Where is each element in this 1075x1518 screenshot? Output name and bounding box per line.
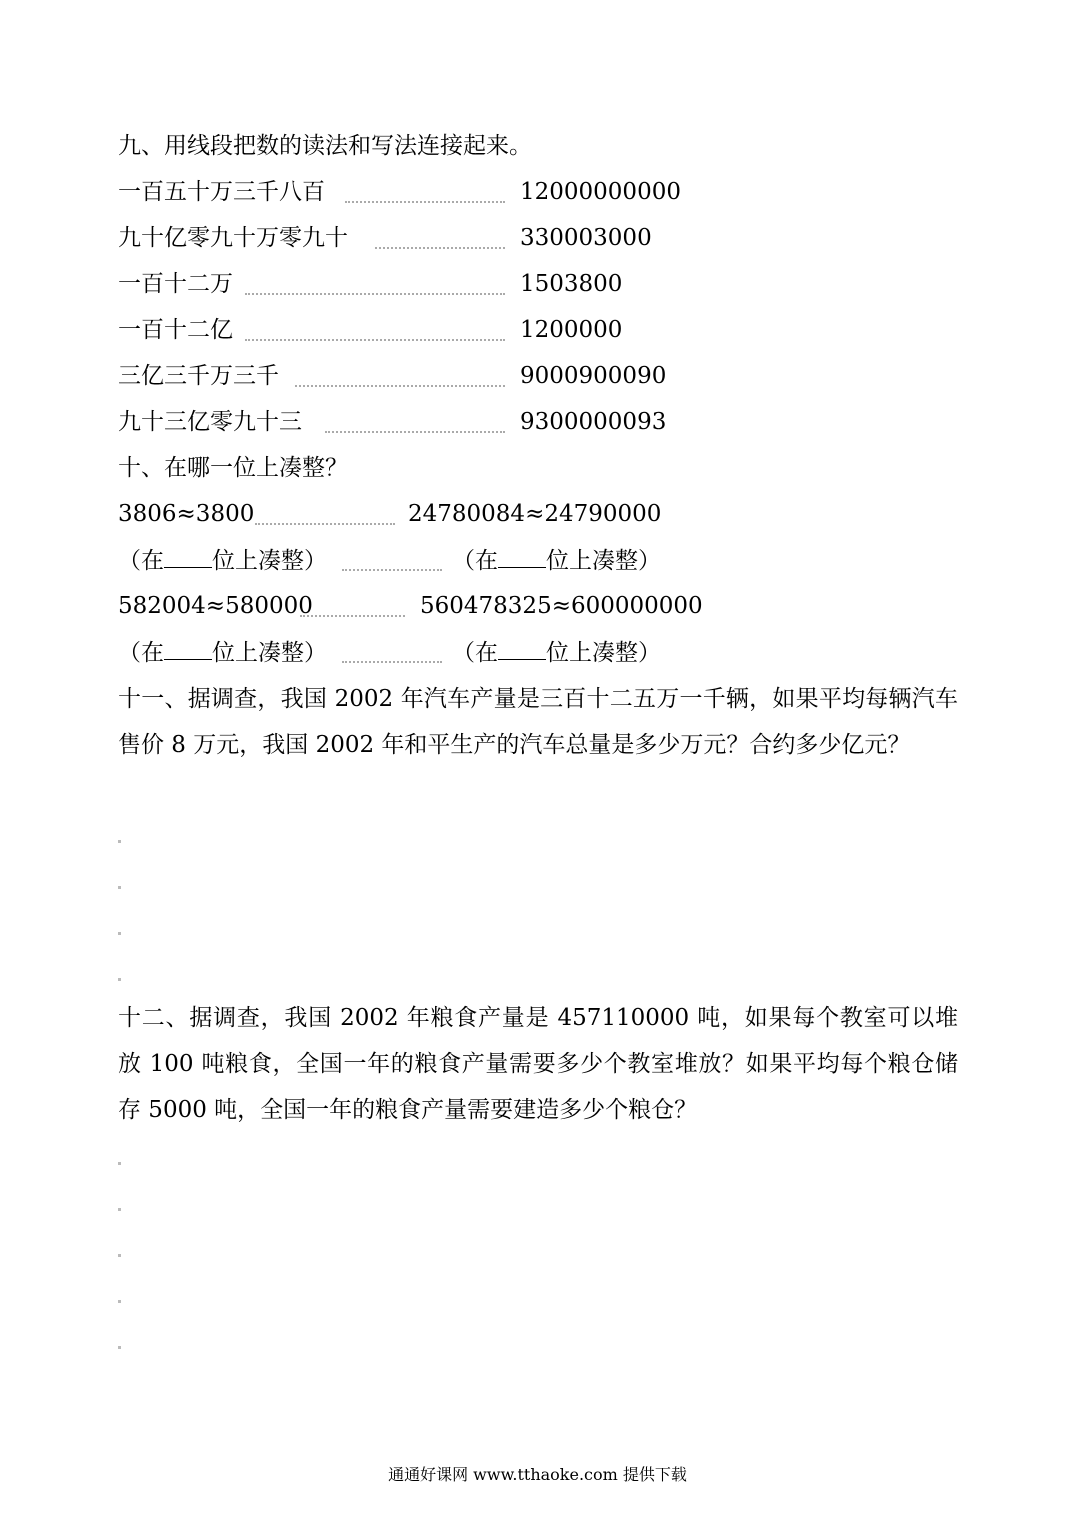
dotted-leader <box>375 245 505 249</box>
answer-blank[interactable] <box>164 637 212 660</box>
dotted-leader <box>345 199 505 203</box>
blank-line-marker <box>118 978 121 981</box>
rounding-right-1: 24780084≈24790000 <box>408 501 662 527</box>
section9-title: 九、用线段把数的读法和写法连接起来。 <box>118 133 532 159</box>
section11-question: 十一、据调查，我国 2002 年汽车产量是三百十二五万一千辆，如果平均每辆汽车售价 8 万元，我国 2002 年和平生产的汽车总量是多少万元？合约多少亿元？ <box>118 686 958 758</box>
word-4: 一百十二亿 <box>118 317 233 343</box>
blank-line-marker <box>118 1254 121 1257</box>
blank-line-marker <box>118 1346 121 1349</box>
answer-prefix: （在 <box>452 548 498 574</box>
dotted-leader <box>295 383 505 387</box>
answer-right-1 <box>452 545 661 576</box>
dotted-leader <box>342 659 442 663</box>
answer-blank[interactable] <box>164 545 212 568</box>
blank-line-marker <box>118 886 121 889</box>
dotted-leader <box>255 521 395 525</box>
answer-left-1 <box>118 545 327 576</box>
blank-line-marker <box>118 932 121 935</box>
rounding-right-2: 560478325≈600000000 <box>420 593 703 619</box>
number-1: 12000000000 <box>520 179 681 205</box>
word-2: 九十亿零九十万零九十 <box>118 225 348 251</box>
blank-line-marker <box>118 1162 121 1165</box>
number-3: 1503800 <box>520 271 623 297</box>
answer-suffix: 位上凑整） <box>546 548 661 574</box>
answer-suffix: 位上凑整） <box>546 640 661 666</box>
answer-prefix: （在 <box>118 548 164 574</box>
answer-right-2 <box>452 637 661 668</box>
answer-left-2 <box>118 637 327 668</box>
blank-line-marker <box>118 1208 121 1211</box>
dotted-leader <box>342 567 442 571</box>
blank-line-marker <box>118 840 121 843</box>
word-5: 三亿三千万三千 <box>118 363 279 389</box>
word-3: 一百十二万 <box>118 271 233 297</box>
footer-credit: 通通好课网 www.tthaoke.com 提供下载 <box>388 1465 687 1484</box>
number-6: 9300000093 <box>520 409 667 435</box>
number-4: 1200000 <box>520 317 623 343</box>
number-5: 9000900090 <box>520 363 667 389</box>
answer-prefix: （在 <box>452 640 498 666</box>
dotted-leader <box>300 613 405 617</box>
answer-blank[interactable] <box>498 637 546 660</box>
answer-suffix: 位上凑整） <box>212 548 327 574</box>
word-1: 一百五十万三千八百 <box>118 179 325 205</box>
dotted-leader <box>325 429 505 433</box>
dotted-leader <box>245 291 505 295</box>
dotted-leader <box>245 337 505 341</box>
section12-question: 十二、据调查，我国 2002 年粮食产量是 457110000 吨，如果每个教室可以堆放 100 吨粮食，全国一年的粮食产量需要多少个教室堆放？如果平均每个粮仓储存 5000 吨，全国一年的粮食产量需要建造多少个粮仓？ <box>118 1005 958 1123</box>
word-6: 九十三亿零九十三 <box>118 409 302 435</box>
rounding-left-2: 582004≈580000 <box>118 593 313 619</box>
section10-title: 十、在哪一位上凑整？ <box>118 455 348 481</box>
blank-line-marker <box>118 1300 121 1303</box>
answer-blank[interactable] <box>498 545 546 568</box>
number-2: 330003000 <box>520 225 652 251</box>
answer-prefix: （在 <box>118 640 164 666</box>
rounding-left-1: 3806≈3800 <box>118 501 255 527</box>
answer-suffix: 位上凑整） <box>212 640 327 666</box>
